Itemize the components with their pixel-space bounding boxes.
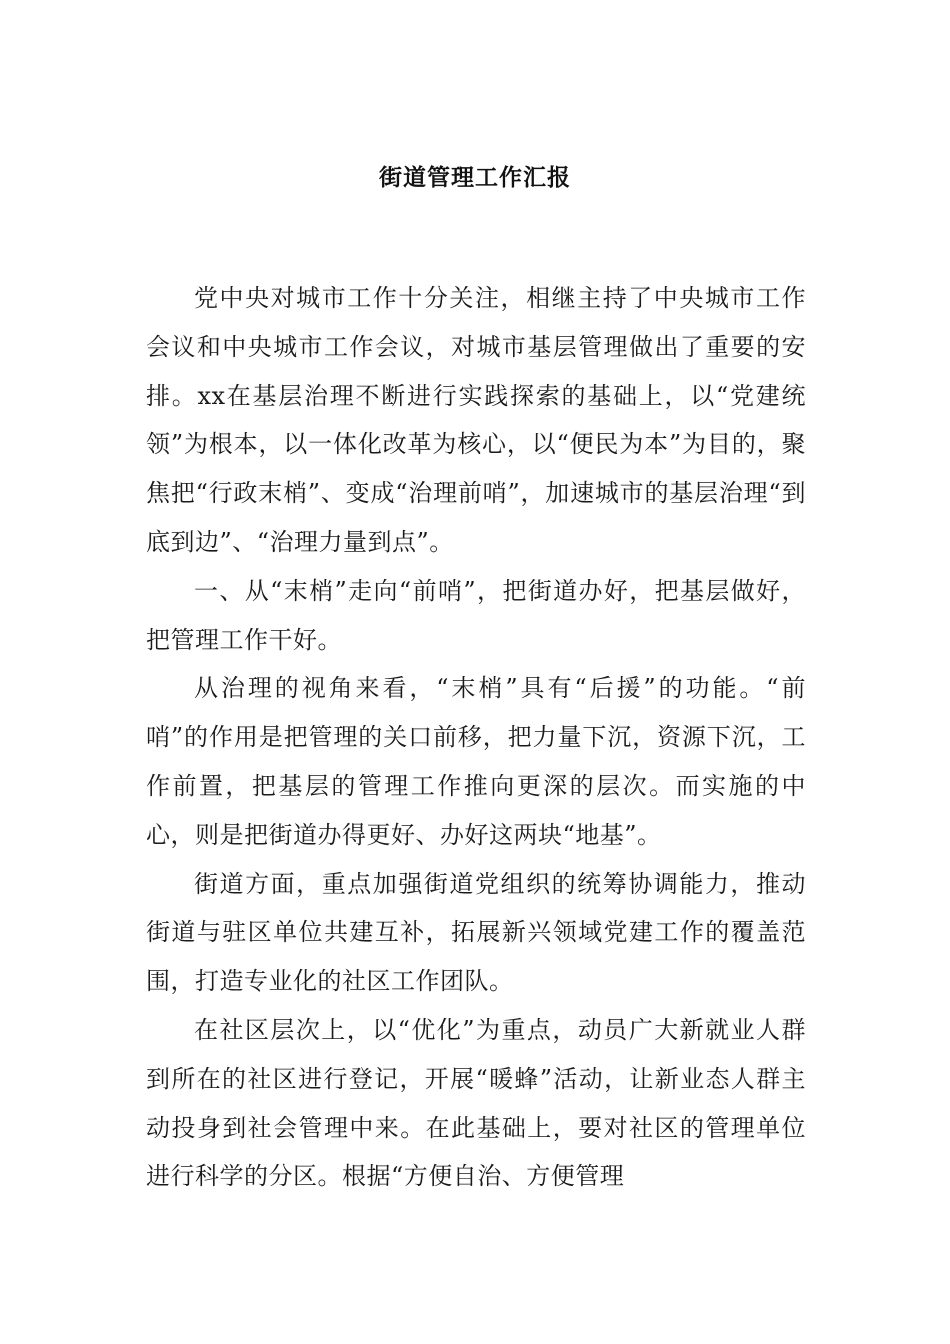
paragraph-intro: 党中央对城市工作十分关注，相继主持了中央城市工作会议和中央城市工作会议，对城市基层管理做出了重要的安排。xx在基层治理不断进行实践探索的基础上，以“党建统领”为根本，以一体化改革为核心，以“便民为本”为目的，聚焦把“行政末梢”、变成“治理前哨”，加速城市的基层治理“到底到边”、“治理力量到点”。 (146, 284, 806, 556)
paragraph-section-heading: 一、从“末梢”走向“前哨”，把街道办好，把基层做好，把管理工作干好。 (146, 576, 806, 654)
paragraph-governance-view: 从治理的视角来看，“末梢”具有“后援”的功能。“前哨”的作用是把管理的关口前移，把力量下沉，资源下沉，工作前置，把基层的管理工作推向更深的层次。而实施的中心，则是把街道办得更好、办好这两块“地基”。 (146, 674, 806, 849)
document-body (146, 274, 806, 1201)
paragraph-street-level: 街道方面，重点加强街道党组织的统筹协调能力，推动街道与驻区单位共建互补，拓展新兴领域党建工作的覆盖范围，打造专业化的社区工作团队。 (146, 869, 806, 996)
paragraph-community-level: 在社区层次上，以“优化”为重点，动员广大新就业人群到所在的社区进行登记，开展“暖蜂”活动，让新业态人群主动投身到社会管理中来。在此基础上，要对社区的管理单位进行科学的分区。根据“方便自治、方便管理 (146, 1015, 806, 1191)
document-title: 街道管理工作汇报 (379, 165, 571, 191)
